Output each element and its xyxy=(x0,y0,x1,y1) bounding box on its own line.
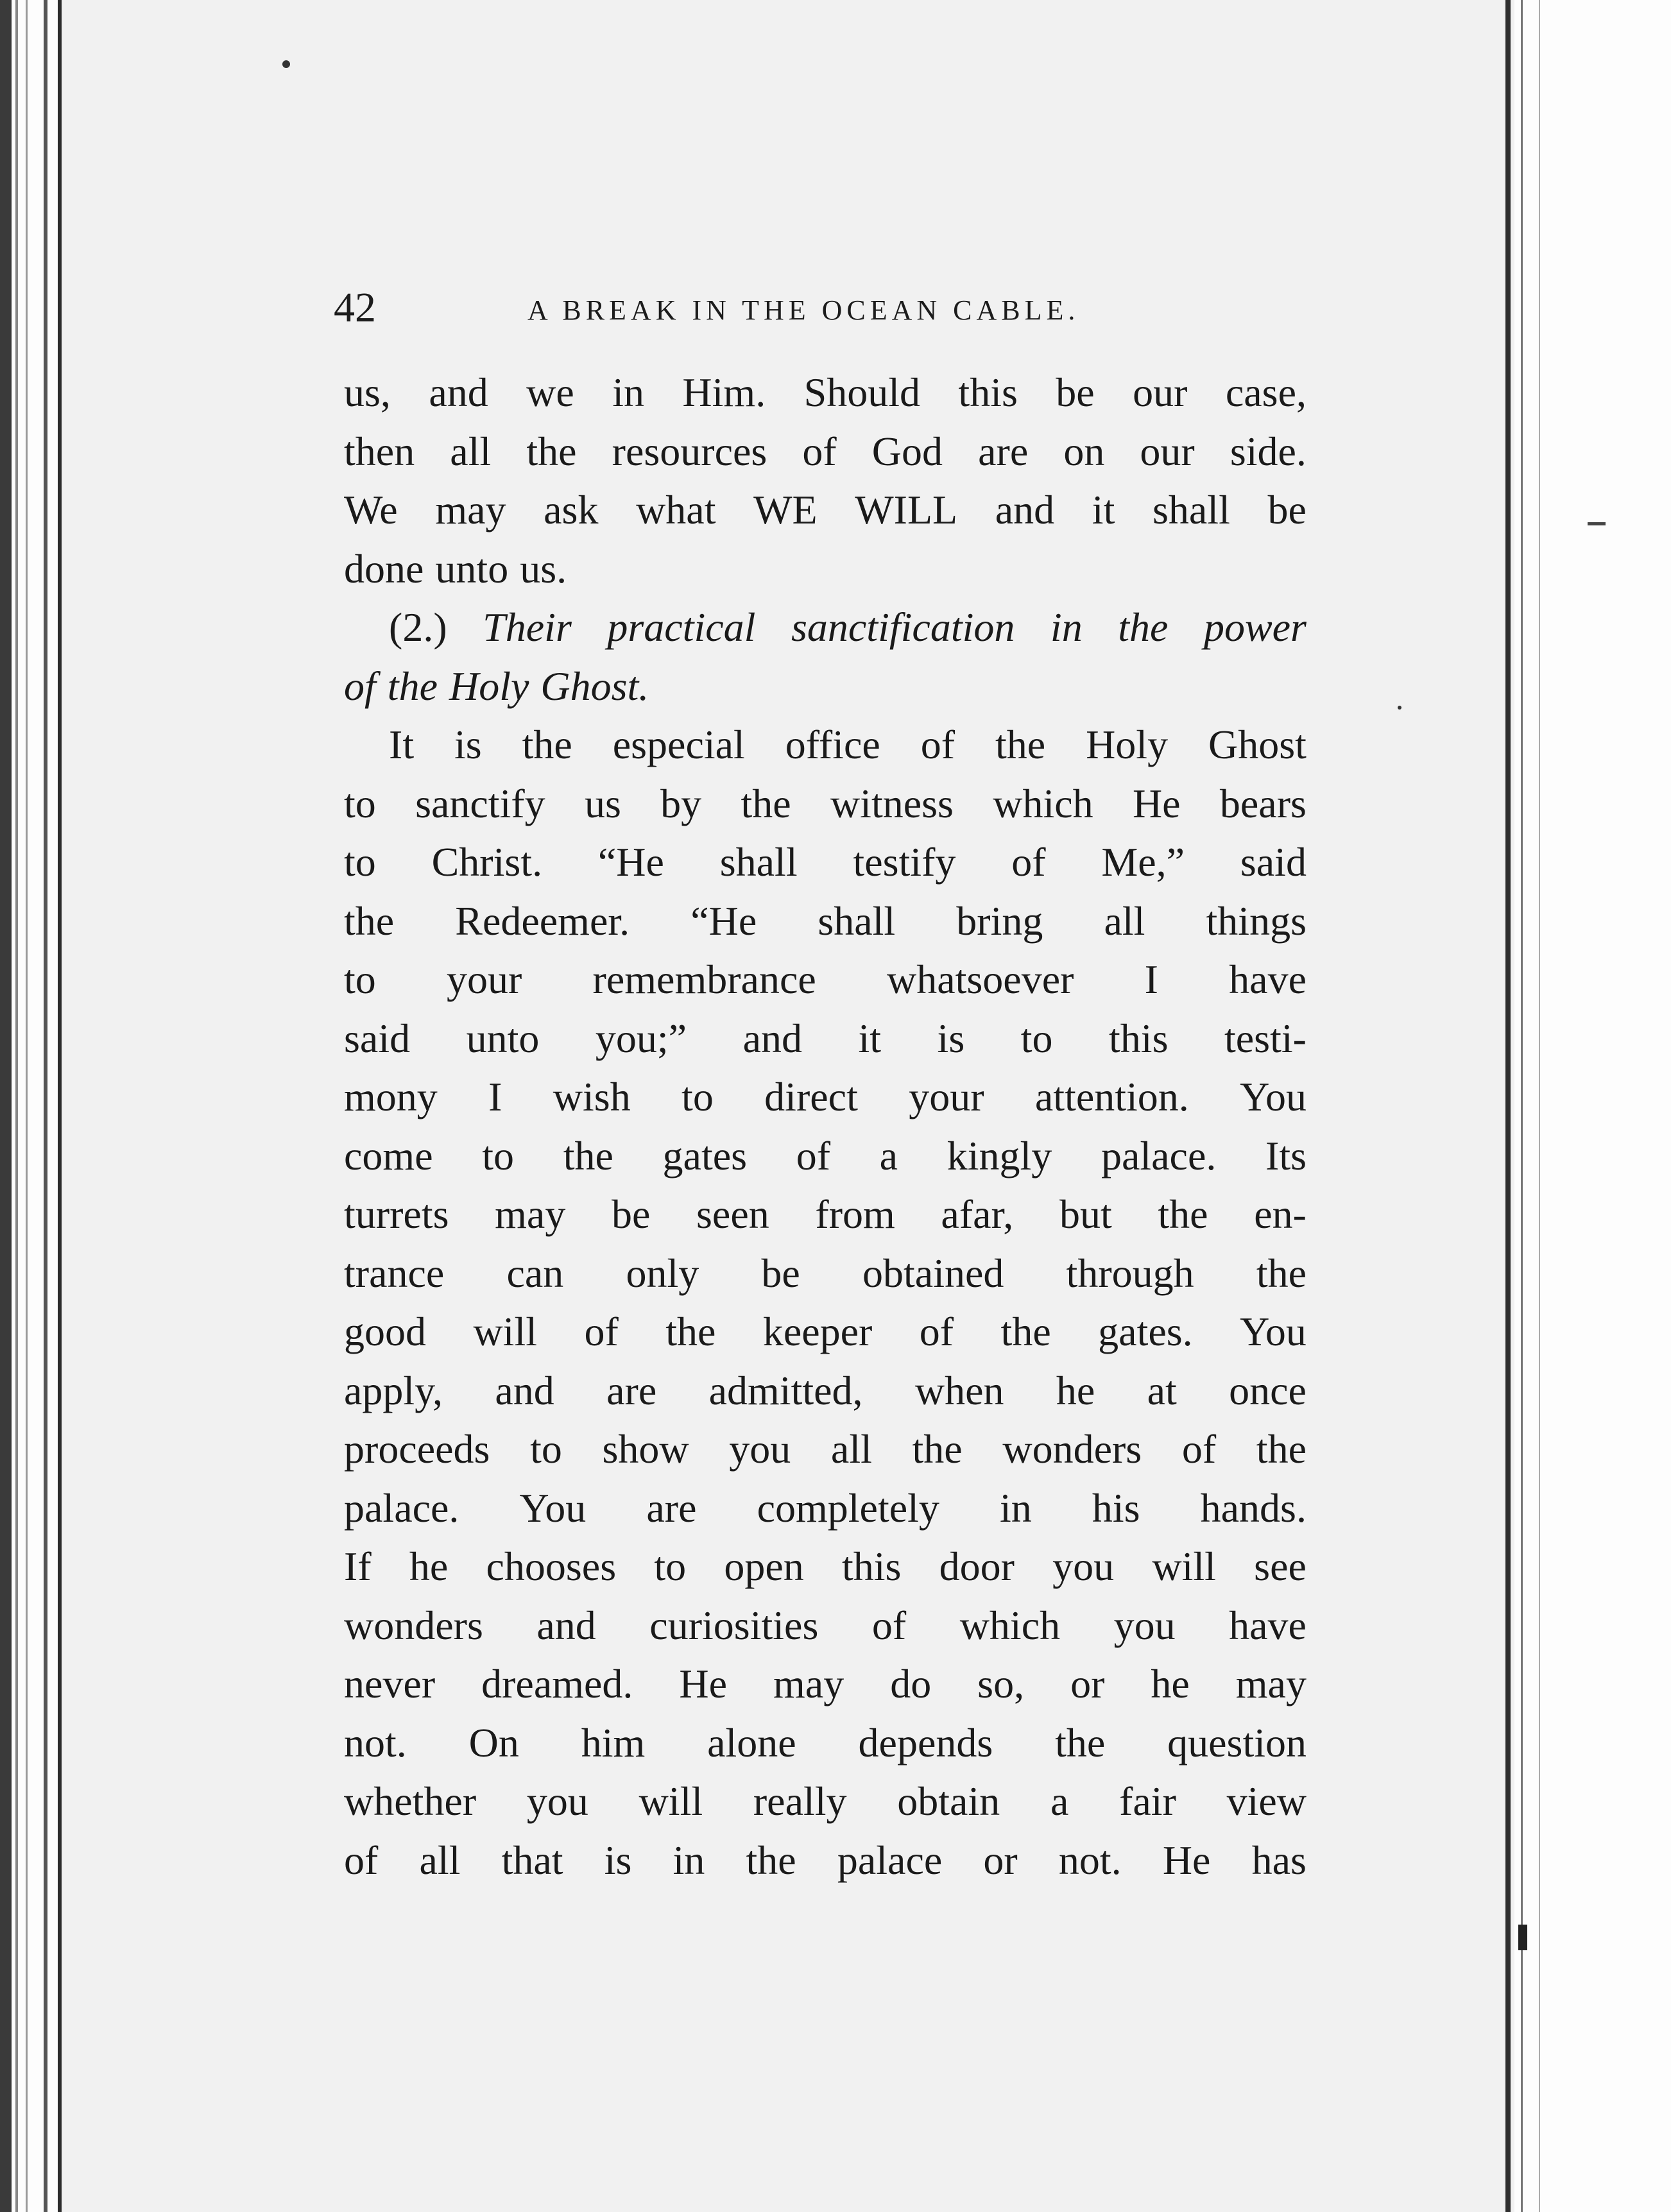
word: which xyxy=(993,780,1093,826)
binding-edge xyxy=(44,0,47,2212)
word: will xyxy=(1152,1544,1216,1589)
word: us. xyxy=(520,545,567,591)
word: us, xyxy=(344,370,391,415)
word: once xyxy=(1229,1367,1307,1413)
word: us xyxy=(584,780,621,826)
word: him xyxy=(581,1719,646,1765)
word: trance xyxy=(344,1250,445,1296)
word: the xyxy=(665,1309,716,1354)
word: of xyxy=(1011,839,1046,885)
word: have xyxy=(1229,957,1307,1002)
word: practical xyxy=(607,604,756,650)
word: but xyxy=(1059,1191,1112,1237)
word: It xyxy=(389,722,415,767)
word: afar, xyxy=(941,1191,1014,1237)
word: obtain xyxy=(897,1778,1000,1824)
word: is xyxy=(937,1015,965,1061)
text-line xyxy=(344,774,1307,833)
word: we xyxy=(526,370,574,415)
word: when xyxy=(914,1367,1004,1413)
word: that xyxy=(501,1837,563,1883)
word: open xyxy=(724,1544,804,1589)
word: and xyxy=(742,1015,802,1061)
word: and xyxy=(995,487,1055,532)
word: in xyxy=(1000,1485,1032,1531)
word: to xyxy=(344,957,376,1002)
word: He xyxy=(679,1661,728,1706)
word: unto xyxy=(435,545,509,591)
word: Holy xyxy=(1086,722,1169,767)
word: of xyxy=(802,428,837,474)
word: Me,” xyxy=(1101,839,1185,885)
word: admitted, xyxy=(708,1367,863,1413)
word: to xyxy=(482,1132,515,1178)
word: of xyxy=(920,722,955,767)
word: of xyxy=(796,1132,830,1178)
text-line xyxy=(344,1772,1307,1831)
word: ask xyxy=(544,487,599,532)
word: not. xyxy=(1058,1837,1122,1883)
text-line xyxy=(344,1537,1307,1596)
word: his xyxy=(1092,1485,1140,1531)
word: seen xyxy=(696,1191,769,1237)
word: the xyxy=(995,722,1046,767)
word: God xyxy=(871,428,943,474)
word: I xyxy=(1144,957,1158,1002)
word: gates xyxy=(662,1132,748,1178)
word: be xyxy=(1267,487,1307,532)
word: hands. xyxy=(1200,1485,1307,1531)
word: will xyxy=(473,1309,537,1354)
word: to xyxy=(530,1426,562,1472)
text-line xyxy=(344,598,1307,657)
word: in xyxy=(1050,604,1083,650)
running-head: A BREAK IN THE OCEAN CABLE. xyxy=(527,294,1080,326)
word: can xyxy=(506,1250,564,1296)
word: good xyxy=(344,1309,426,1354)
word: what xyxy=(636,487,716,532)
word: see xyxy=(1254,1544,1307,1589)
word: all xyxy=(419,1837,461,1883)
word: then xyxy=(344,428,415,474)
word: may xyxy=(435,487,506,532)
text-line xyxy=(344,1714,1307,1773)
word: may xyxy=(773,1661,844,1706)
next-page-edge xyxy=(1539,0,1540,2212)
word: only xyxy=(626,1250,699,1296)
word: completely xyxy=(757,1485,939,1531)
next-page-edge xyxy=(1505,0,1511,2212)
word: Redeemer. xyxy=(455,898,630,944)
text-line xyxy=(344,715,1307,774)
word: door xyxy=(939,1544,1015,1589)
scan-speck xyxy=(1398,706,1401,710)
word: whatsoever xyxy=(886,957,1074,1002)
word: palace. xyxy=(1101,1132,1217,1178)
word: show xyxy=(602,1426,689,1472)
word: things xyxy=(1206,898,1307,944)
word: sanctification xyxy=(791,604,1015,650)
word: testify xyxy=(853,839,956,885)
word: WILL xyxy=(855,487,958,532)
word: through xyxy=(1066,1250,1194,1296)
word: If xyxy=(344,1544,372,1589)
word: or xyxy=(983,1837,1018,1883)
text-line xyxy=(344,1655,1307,1714)
word: be xyxy=(611,1191,651,1237)
word: the xyxy=(1000,1309,1051,1354)
word: gates. xyxy=(1098,1309,1193,1354)
word: the xyxy=(1158,1191,1208,1237)
word: to xyxy=(344,780,376,826)
word: done xyxy=(344,545,424,591)
word: testi- xyxy=(1224,1015,1307,1061)
word: especial xyxy=(612,722,745,767)
binding-edge xyxy=(58,0,62,2212)
word: a xyxy=(879,1132,898,1178)
text-line xyxy=(344,363,1307,422)
word: this xyxy=(958,370,1018,415)
word: fair xyxy=(1119,1778,1176,1824)
word: question xyxy=(1167,1719,1307,1765)
word: shall xyxy=(1152,487,1230,532)
text-line xyxy=(344,1244,1307,1303)
word: are xyxy=(606,1367,657,1413)
word: on xyxy=(1063,428,1105,474)
word: from xyxy=(815,1191,895,1237)
word: We xyxy=(344,487,398,532)
word: wonders xyxy=(344,1602,483,1648)
word: come xyxy=(344,1132,433,1178)
word: You xyxy=(1240,1309,1307,1354)
word: Holy xyxy=(449,663,529,709)
word: Ghost. xyxy=(540,663,649,709)
word: of xyxy=(919,1309,954,1354)
word: have xyxy=(1229,1602,1307,1648)
word: Christ. xyxy=(431,839,543,885)
word: You xyxy=(1240,1074,1307,1119)
binding-edge xyxy=(26,0,28,2212)
word: direct xyxy=(764,1074,858,1119)
word: in xyxy=(673,1837,705,1883)
word: On xyxy=(468,1719,519,1765)
word: dreamed. xyxy=(481,1661,633,1706)
word: and xyxy=(429,370,488,415)
text-line xyxy=(344,422,1307,481)
word: of xyxy=(1181,1426,1217,1472)
word: and xyxy=(536,1602,596,1648)
word: never xyxy=(344,1661,436,1706)
word: you xyxy=(526,1778,588,1824)
word: He xyxy=(1132,780,1181,826)
word: Should xyxy=(803,370,920,415)
word: resources xyxy=(612,428,767,474)
word: apply, xyxy=(344,1367,443,1413)
word: mony xyxy=(344,1074,438,1119)
word: are xyxy=(646,1485,697,1531)
word: all xyxy=(450,428,492,474)
word: your xyxy=(447,957,522,1002)
word: our xyxy=(1140,428,1195,474)
word: in xyxy=(612,370,644,415)
word: bring xyxy=(956,898,1043,944)
word: is xyxy=(454,722,482,767)
word: he xyxy=(409,1544,449,1589)
word: “He xyxy=(597,839,664,885)
word: the xyxy=(912,1426,963,1472)
word: do xyxy=(890,1661,932,1706)
word: sanctify xyxy=(415,780,545,826)
word: you;” xyxy=(595,1015,687,1061)
word: WE xyxy=(753,487,818,532)
word: by xyxy=(660,780,702,826)
word: is xyxy=(604,1837,632,1883)
word: said xyxy=(344,1015,411,1061)
word: your xyxy=(909,1074,984,1119)
text-line xyxy=(344,657,1307,716)
word: he xyxy=(1151,1661,1190,1706)
word: of xyxy=(344,663,376,709)
text-line xyxy=(344,540,1307,599)
word: said xyxy=(1240,839,1307,885)
word: “He xyxy=(690,898,757,944)
next-page-edge xyxy=(1521,0,1523,2212)
text-line xyxy=(344,833,1307,892)
word: obtained xyxy=(862,1250,1004,1296)
word: wish xyxy=(553,1074,631,1119)
word: witness xyxy=(830,780,954,826)
page-header xyxy=(334,282,1315,334)
word: Ghost xyxy=(1208,722,1307,767)
word: chooses xyxy=(486,1544,617,1589)
word: to xyxy=(344,839,376,885)
word: view xyxy=(1226,1778,1307,1824)
text-line xyxy=(344,1068,1307,1127)
word: has xyxy=(1251,1837,1307,1883)
text-line xyxy=(344,1420,1307,1479)
word: at xyxy=(1147,1367,1177,1413)
word: will xyxy=(638,1778,703,1824)
word: the xyxy=(1256,1426,1307,1472)
word: our xyxy=(1133,370,1188,415)
word: Him. xyxy=(682,370,766,415)
word: alone xyxy=(707,1719,796,1765)
word: Their xyxy=(483,604,572,650)
text-line xyxy=(344,1127,1307,1186)
word: it xyxy=(858,1015,882,1061)
word: this xyxy=(1109,1015,1169,1061)
binding-edge xyxy=(0,0,12,2212)
word: turrets xyxy=(344,1191,449,1237)
word: be xyxy=(1056,370,1095,415)
word: all xyxy=(830,1426,872,1472)
text-line xyxy=(344,481,1307,540)
word: to xyxy=(681,1074,714,1119)
body-text xyxy=(344,363,1307,1889)
word: remembrance xyxy=(592,957,816,1002)
word: palace xyxy=(837,1837,943,1883)
word: the xyxy=(1118,604,1169,650)
word: I xyxy=(488,1074,502,1119)
word: really xyxy=(753,1778,847,1824)
word: you xyxy=(729,1426,791,1472)
text-line xyxy=(344,950,1307,1009)
word: may xyxy=(495,1191,566,1237)
word: kingly xyxy=(947,1132,1052,1178)
word: you xyxy=(1052,1544,1115,1589)
text-line xyxy=(344,1831,1307,1890)
text-line xyxy=(344,1596,1307,1655)
word: of xyxy=(344,1837,379,1883)
word: of xyxy=(584,1309,619,1354)
word: may xyxy=(1235,1661,1307,1706)
text-line xyxy=(344,1479,1307,1538)
word: and xyxy=(495,1367,554,1413)
word: the xyxy=(526,428,577,474)
word: of xyxy=(871,1602,907,1648)
word: the xyxy=(522,722,572,767)
word: he xyxy=(1056,1367,1095,1413)
word: a xyxy=(1050,1778,1069,1824)
word: not. xyxy=(344,1719,407,1765)
word: to xyxy=(1020,1015,1053,1061)
word: side. xyxy=(1230,428,1307,474)
word: bears xyxy=(1219,780,1307,826)
word: Its xyxy=(1265,1132,1307,1178)
word: the xyxy=(746,1837,796,1883)
word: the xyxy=(387,663,438,709)
word: keeper xyxy=(762,1309,873,1354)
word: unto xyxy=(466,1015,540,1061)
page-number: 42 xyxy=(334,284,376,331)
word: power xyxy=(1203,604,1307,650)
text-line xyxy=(344,1185,1307,1244)
word: case, xyxy=(1225,370,1307,415)
word: You xyxy=(519,1485,587,1531)
word: curiosities xyxy=(649,1602,819,1648)
word: you xyxy=(1113,1602,1176,1648)
word: depends xyxy=(858,1719,993,1765)
scan-speck xyxy=(282,60,290,68)
scan-mark xyxy=(1518,1925,1527,1950)
word: are xyxy=(978,428,1029,474)
word: proceeds xyxy=(344,1426,490,1472)
binding-edge xyxy=(15,0,18,2212)
text-line xyxy=(344,1009,1307,1068)
word: palace. xyxy=(344,1485,459,1531)
word: so, xyxy=(977,1661,1025,1706)
word: office xyxy=(785,722,880,767)
word: the xyxy=(1256,1250,1307,1296)
word: the xyxy=(344,898,395,944)
word: attention. xyxy=(1034,1074,1189,1119)
word: all xyxy=(1104,898,1145,944)
word: the xyxy=(1055,1719,1106,1765)
word: shall xyxy=(719,839,798,885)
word: shall xyxy=(818,898,896,944)
text-line xyxy=(344,892,1307,951)
word: (2.) xyxy=(389,604,447,650)
word: whether xyxy=(344,1778,477,1824)
text-line xyxy=(344,1361,1307,1420)
word: it xyxy=(1092,487,1115,532)
word: wonders xyxy=(1002,1426,1142,1472)
word: be xyxy=(761,1250,800,1296)
word: the xyxy=(741,780,791,826)
text-line xyxy=(344,1302,1307,1361)
scan-mark xyxy=(1588,522,1606,525)
word: this xyxy=(841,1544,902,1589)
word: or xyxy=(1070,1661,1105,1706)
word: He xyxy=(1162,1837,1211,1883)
word: the xyxy=(563,1132,613,1178)
word: to xyxy=(654,1544,687,1589)
word: en- xyxy=(1254,1191,1307,1237)
word: which xyxy=(959,1602,1061,1648)
